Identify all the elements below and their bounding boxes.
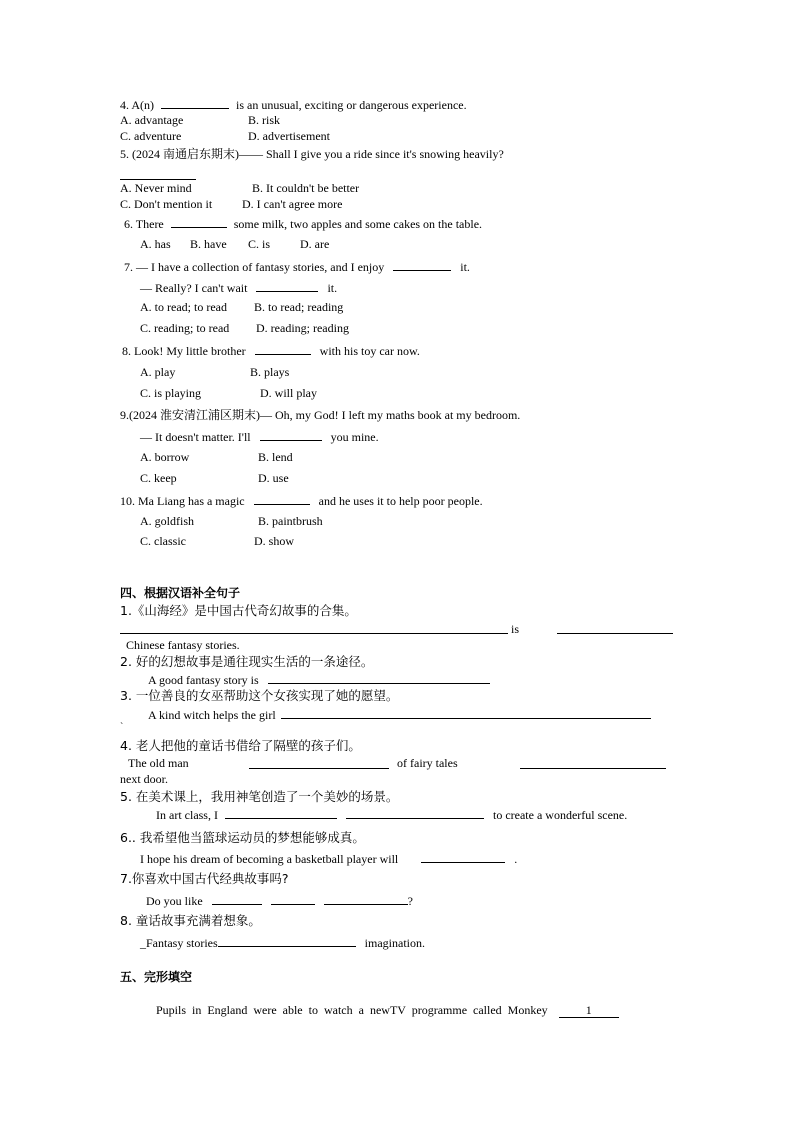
q4-stem-pre: 4. A(n) bbox=[120, 98, 154, 112]
s4-item-6-english-post: . bbox=[514, 852, 518, 866]
q4-option-b: B. risk bbox=[248, 113, 281, 127]
s4-item-4-english-1: The old man bbox=[128, 756, 189, 770]
s4-item-4-tail: next door. bbox=[120, 772, 168, 786]
s4-item-6-blank[interactable] bbox=[421, 851, 505, 863]
q6-option-d: D. are bbox=[300, 237, 330, 251]
q4-option-a: A. advantage bbox=[120, 113, 184, 127]
q6-option-a: A. has bbox=[140, 237, 171, 251]
s4-item-4-chinese: 4. 老人把他的童话书借给了隔壁的孩子们。 bbox=[120, 738, 361, 753]
s5-blank-1-number: 1 bbox=[585, 1003, 592, 1017]
q9-option-d: D. use bbox=[258, 471, 289, 485]
s4-item-7-blank-1[interactable] bbox=[212, 893, 262, 905]
q10-stem bbox=[120, 493, 483, 508]
s5-passage-text: Pupils in England were able to watch a newTV programme called Monkey bbox=[156, 1003, 548, 1017]
section-4-heading: 四、根据汉语补全句子 bbox=[120, 586, 241, 600]
s4-item-8-blank[interactable] bbox=[218, 935, 356, 947]
q10-stem-pre: 10. Ma Liang has a magic bbox=[120, 494, 245, 508]
q4-stem-post: is an unusual, exciting or dangerous experience. bbox=[236, 98, 467, 112]
s4-item-8-english-text: _Fantasy stories bbox=[140, 936, 218, 950]
s4-item-7-english-post: ? bbox=[407, 894, 413, 908]
q9-stem2-post: you mine. bbox=[330, 430, 379, 444]
s4-item-5-english-text: In art class, I bbox=[156, 808, 218, 822]
q4-stem bbox=[120, 97, 467, 112]
q6-option-b: B. have bbox=[190, 237, 227, 251]
q5-option-d: D. I can't agree more bbox=[242, 197, 343, 211]
s4-item-1-is: is bbox=[511, 622, 520, 636]
s4-item-6-english-text: I hope his dream of becoming a basketball player will bbox=[140, 852, 399, 866]
q4-option-d: D. advertisement bbox=[248, 129, 330, 143]
s4-item-3-english bbox=[148, 707, 651, 722]
q9-option-a: A. borrow bbox=[140, 450, 190, 464]
q5-option-b: B. It couldn't be better bbox=[252, 181, 360, 195]
q8-option-c: C. is playing bbox=[140, 386, 202, 400]
s4-item-1-blank-2[interactable] bbox=[557, 633, 673, 634]
q7-option-c: C. reading; to read bbox=[140, 321, 230, 335]
q8-stem-pre: 8. Look! My little brother bbox=[122, 344, 246, 358]
s4-item-4-english-2: of fairy tales bbox=[397, 756, 458, 770]
q6-stem bbox=[124, 216, 482, 231]
q10-stem-post: and he uses it to help poor people. bbox=[318, 494, 483, 508]
s4-item-8-english bbox=[140, 935, 425, 950]
s4-item-3-english-text: A kind witch helps the girl bbox=[148, 708, 276, 722]
s4-item-7-english-text: Do you like bbox=[146, 894, 203, 908]
s4-item-6-english bbox=[140, 851, 517, 866]
q7-stem2-post: it. bbox=[327, 281, 338, 295]
q9-blank[interactable] bbox=[260, 429, 322, 441]
q7-stem-2 bbox=[140, 280, 337, 295]
s4-item-1-tail: Chinese fantasy stories. bbox=[126, 638, 240, 652]
q7-option-d: D. reading; reading bbox=[256, 321, 349, 335]
q7-option-b: B. to read; reading bbox=[254, 300, 344, 314]
q9-option-b: B. lend bbox=[258, 450, 293, 464]
q8-stem-post: with his toy car now. bbox=[319, 344, 420, 358]
q5-option-c: C. Don't mention it bbox=[120, 197, 213, 211]
q7-stem-pre: 7. — I have a collection of fantasy stories, and I enjoy bbox=[124, 260, 385, 274]
s4-item-2-chinese: 2. 好的幻想故事是通往现实生活的一条途径。 bbox=[120, 654, 374, 669]
s4-item-5-chinese: 5. 在美术课上，我用神笔创造了一个美妙的场景。 bbox=[120, 789, 399, 804]
s4-item-6-chinese: 6.. 我希望他当篮球运动员的梦想能够成真。 bbox=[120, 830, 365, 845]
s4-item-5-blank-2[interactable] bbox=[346, 807, 484, 819]
q8-option-a: A. play bbox=[140, 365, 176, 379]
q7-stem-post: it. bbox=[460, 260, 470, 274]
s4-item-5-blank-1[interactable] bbox=[225, 807, 337, 819]
q7-option-a: A. to read; to read bbox=[140, 300, 227, 314]
q10-option-b: B. paintbrush bbox=[258, 514, 323, 528]
q7-blank-1[interactable] bbox=[393, 259, 451, 271]
s4-item-2-english-text: A good fantasy story is bbox=[148, 673, 259, 687]
q9-stem: 9.(2024 淮安清江浦区期末)— Oh, my God! I left my maths book at my bedroom. bbox=[120, 408, 521, 422]
section-5-heading: 五、完形填空 bbox=[120, 970, 193, 984]
s4-item-2-english bbox=[148, 672, 490, 687]
s4-item-7-english bbox=[146, 893, 413, 908]
q8-blank[interactable] bbox=[255, 343, 311, 355]
s4-item-5-english bbox=[156, 807, 627, 822]
q9-option-c: C. keep bbox=[140, 471, 177, 485]
q6-option-c: C. is bbox=[248, 237, 271, 251]
q7-blank-2[interactable] bbox=[256, 280, 318, 292]
q10-option-c: C. classic bbox=[140, 534, 186, 548]
s5-passage-line bbox=[156, 1003, 619, 1018]
s4-item-5-english-post: to create a wonderful scene. bbox=[492, 808, 628, 822]
q5-stem: 5. (2024 南通启东期末)—— Shall I give you a ride since it's snowing heavily? bbox=[120, 147, 504, 161]
q5-option-a: A. Never mind bbox=[120, 181, 192, 195]
q5-blank[interactable] bbox=[120, 179, 196, 180]
s5-blank-1[interactable] bbox=[559, 1004, 619, 1018]
q4-blank[interactable] bbox=[161, 97, 229, 109]
q8-stem bbox=[122, 343, 420, 358]
s4-item-7-blank-2[interactable] bbox=[271, 893, 315, 905]
q10-option-d: D. show bbox=[254, 534, 295, 548]
q6-stem-pre: 6. There bbox=[124, 217, 164, 231]
q8-option-b: B. plays bbox=[250, 365, 290, 379]
s4-item-1-chinese: 1.《山海经》是中国古代奇幻故事的合集。 bbox=[120, 603, 357, 618]
s4-item-7-blank-3[interactable] bbox=[324, 893, 408, 905]
q9-stem-2 bbox=[140, 429, 379, 444]
s4-item-3-blank[interactable] bbox=[281, 707, 651, 719]
q8-option-d: D. will play bbox=[260, 386, 317, 400]
s4-item-8-chinese: 8. 童话故事充满着想象。 bbox=[120, 913, 261, 928]
q10-blank[interactable] bbox=[254, 493, 310, 505]
s4-item-7-chinese: 7.你喜欢中国古代经典故事吗? bbox=[120, 871, 289, 886]
s4-item-8-english-post: imagination. bbox=[364, 936, 425, 950]
s4-item-3-mark: ` bbox=[120, 722, 124, 733]
q4-option-c: C. adventure bbox=[120, 129, 182, 143]
s4-item-4-blank-2[interactable] bbox=[520, 768, 666, 769]
q6-blank[interactable] bbox=[171, 216, 227, 228]
q7-stem2-pre: — Really? I can't wait bbox=[140, 281, 248, 295]
q6-stem-post: some milk, two apples and some cakes on the table. bbox=[233, 217, 483, 231]
s4-item-4-blank-1[interactable] bbox=[249, 768, 389, 769]
s4-item-1-blank-1[interactable] bbox=[120, 633, 508, 634]
q7-stem bbox=[124, 259, 470, 274]
q9-stem2-pre: — It doesn't matter. I'll bbox=[140, 430, 251, 444]
s4-item-3-chinese: 3. 一位善良的女巫帮助这个女孩实现了她的愿望。 bbox=[120, 688, 399, 703]
s4-item-2-blank[interactable] bbox=[268, 672, 490, 684]
q10-option-a: A. goldfish bbox=[140, 514, 194, 528]
